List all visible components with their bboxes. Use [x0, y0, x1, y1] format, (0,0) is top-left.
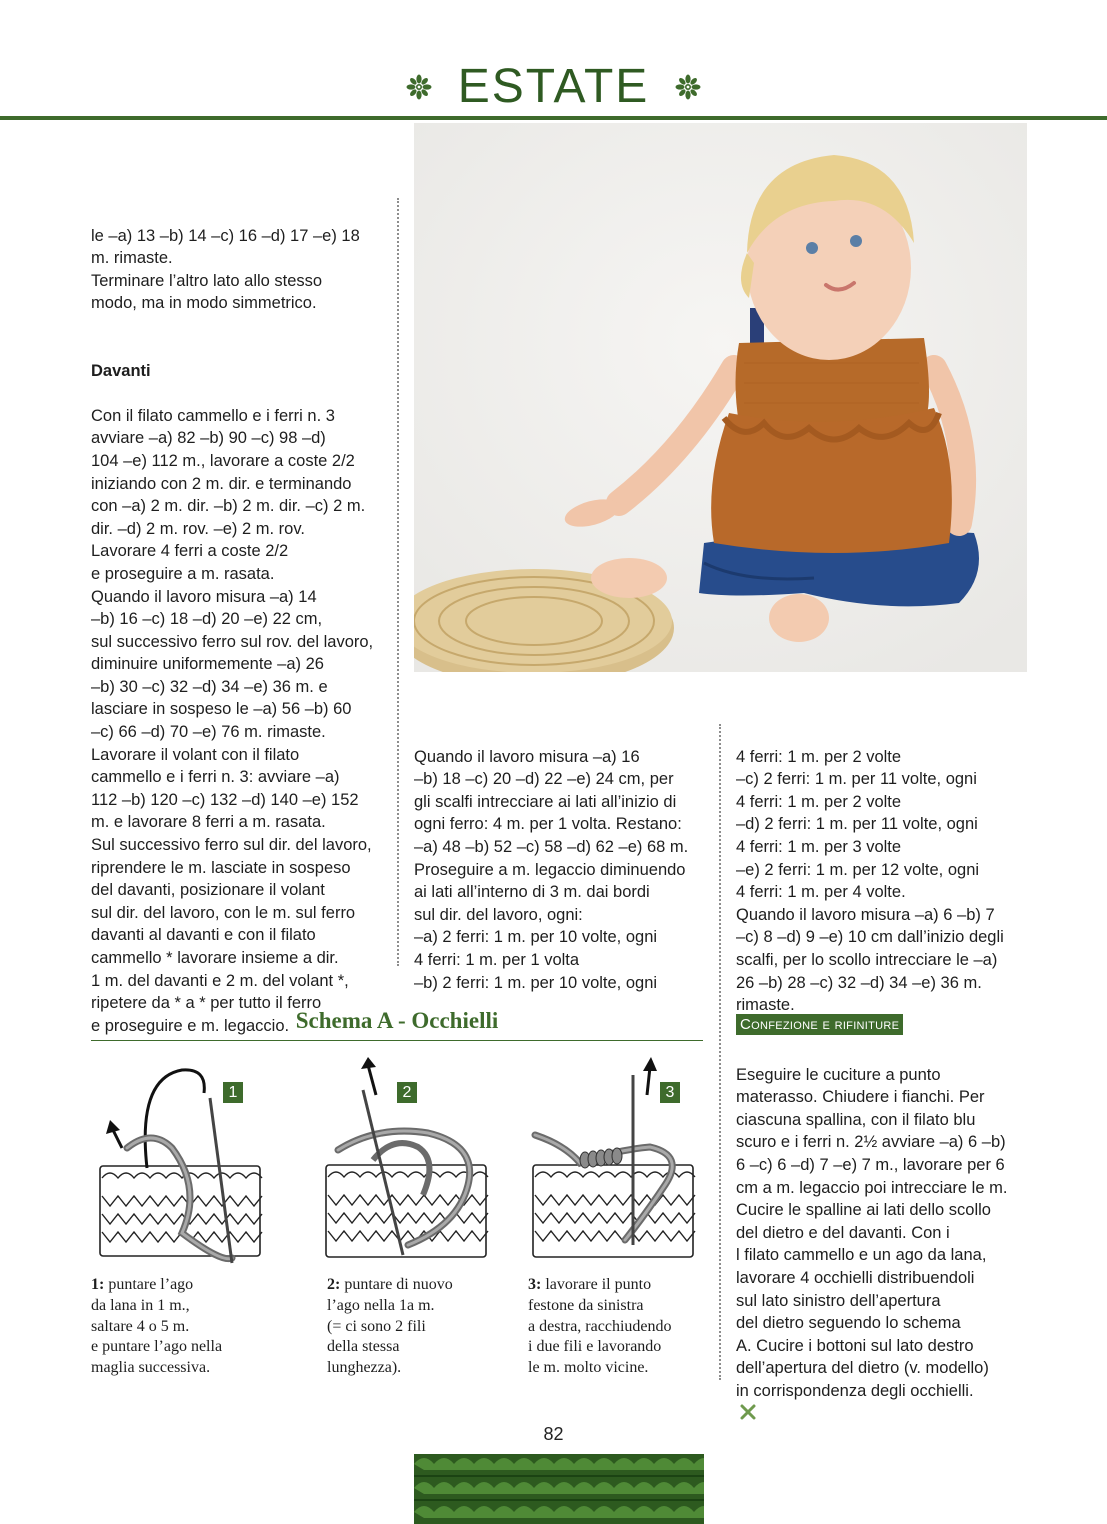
step-2-caption: [327, 1275, 507, 1379]
step-1-label: 1:: [91, 1276, 105, 1293]
flower-ornament-icon: [675, 74, 701, 100]
column-divider: [397, 198, 399, 966]
step-1-diagram: [92, 1058, 272, 1273]
step-3-text: lavorare il punto festone da sinistra a destra, racchiudendo i due fili e lavorando le m. molto vicine.: [528, 1276, 672, 1377]
page-number: 82: [543, 1424, 564, 1444]
davanti-heading: Davanti: [91, 361, 151, 380]
paragraph-gap: [91, 315, 386, 337]
finishing-text: Eseguire le cuciture a punto materasso. Chiudere i fianchi. Per ciascuna spallina, con il filato blu scuro e i ferri n. 2½ avviare –a) 6 –b) 6 –c) 6 –d) 7 –e) 7 m., lavorare per 6 cm a m. legaccio poi intrecciare le m. Cucire le spalline ai lati dello scollo del dietro e del davanti. Con i l filato cammello e un ago da lana, lavorare 4 occhielli distribuendoli sul lato sinistro dell’apertura del dietro seguendo lo schema A. Cucire i bottoni sul lato destro dell’apertura del dietro (v. modello) in corrispondenza degli occhielli.: [736, 1065, 1008, 1400]
finishing-heading: Confezione e rifiniture: [736, 1014, 903, 1035]
step-1-text: puntare l’ago da lana in 1 m., saltare 4 o 5 m. e puntare l’ago nella maglia successiva.: [91, 1276, 223, 1377]
instructions-column-1: [91, 202, 386, 1037]
step-1-badge: 1: [223, 1082, 243, 1103]
section-title: [0, 58, 1107, 114]
step-2-label: 2:: [327, 1276, 341, 1293]
finishing-column: [736, 1041, 1036, 1425]
davanti-text: Con il filato cammello e i ferri n. 3 avviare –a) 82 –b) 90 –c) 98 –d) 104 –e) 112 m., lavorare a coste 2/2 iniziando con 2 m. dir. e terminando con –a) 2 m. dir. –b) 2 m. dir. –c) 2 m. dir. –d) 2 m. rov. –e) 2 m. rov. Lavorare 4 ferri a coste 2/2 e proseguire a m. rasata. Quando il lavoro misura –a) 14 –b) 16 –c) 18 –d) 20 –e) 22 cm, sul successivo ferro sul rov. del lavoro, diminuire uniformemente –a) 26 –b) 30 –c) 32 –d) 34 –e) 36 m. e lasciare in sospeso le –a) 56 –b) 60 –c) 66 –d) 70 –e) 76 m. rimaste. Lavorare il volant con il filato cammello e i ferri n. 3: avviare –a) 112 –b) 120 –c) 132 –d) 140 –e) 152 m. e lavorare 8 ferri a m. rasata. Sul successivo ferro sul dir. del lavoro, riprendere le m. lasciate in sospeso del davanti, posizionare il volant sul dir. del lavoro, con le m. sul ferro davanti al davanti e con il filato cammello * lavorare insieme a dir. 1 m. del davanti e 2 m. del volant *, ripetere da * a * per tutto il ferro e proseguire e m. legaccio.: [91, 406, 374, 1035]
step-3-badge: 3: [660, 1082, 680, 1103]
page-header: [0, 0, 1107, 122]
knit-texture-band: [414, 1454, 704, 1524]
back-ending-text: le –a) 13 –b) 14 –c) 16 –d) 17 –e) 18 m. rimaste. Terminare l’altro lato allo stesso modo, ma in modo simmetrico.: [91, 226, 360, 313]
schema-title: Schema A - Occhielli: [295, 1008, 499, 1033]
end-mark-icon: [739, 1403, 757, 1421]
header-title-text: ESTATE: [457, 60, 650, 114]
schema-divider: [91, 1040, 703, 1041]
model-photo: [414, 123, 1027, 672]
flower-ornament-icon: [406, 74, 432, 100]
header-divider: [0, 116, 1107, 120]
instructions-column-3: [736, 723, 1031, 1017]
step-2-badge: 2: [397, 1082, 417, 1103]
step-3-label: 3:: [528, 1276, 542, 1293]
step-1-caption: [91, 1275, 271, 1379]
step-3-caption: [528, 1275, 708, 1379]
instructions-column-2: [414, 723, 714, 994]
armhole-text: Quando il lavoro misura –a) 16 –b) 18 –c) 20 –d) 22 –e) 24 cm, per gli scalfi intrecciare ai lati all’inizio di ogni ferro: 4 m. per 1 volta. Restano: –a) 48 –b) 52 –c) 58 –d) 62 –e) 68 m. Proseguire a m. legaccio diminuendo ai lati all’interno di 3 m. dai bordi sul dir. del lavoro, ogni: –a) 2 ferri: 1 m. per 10 volte, ogni 4 ferri: 1 m. per 1 volta –b) 2 ferri: 1 m. per 10 volte, ogni: [414, 747, 689, 992]
decrease-text: 4 ferri: 1 m. per 2 volte –c) 2 ferri: 1 m. per 11 volte, ogni 4 ferri: 1 m. per 2 volte –d) 2 ferri: 1 m. per 11 volte, ogni 4 ferri: 1 m. per 3 volte –e) 2 ferri: 1 m. per 12 volte, ogni 4 ferri: 1 m. per 4 volte. Quando il lavoro misura –a) 6 –b) 7 –c) 8 –d) 9 –e) 10 cm dall’inizio degli scalfi, per lo scollo intrecciare le –a) 26 –b) 28 –c) 32 –d) 34 –e) 36 m. rimaste.: [736, 747, 1004, 1015]
column-divider: [719, 724, 721, 1380]
step-2-text: puntare di nuovo l’ago nella 1a m. (= ci sono 2 fili della stessa lunghezza).: [327, 1276, 453, 1377]
